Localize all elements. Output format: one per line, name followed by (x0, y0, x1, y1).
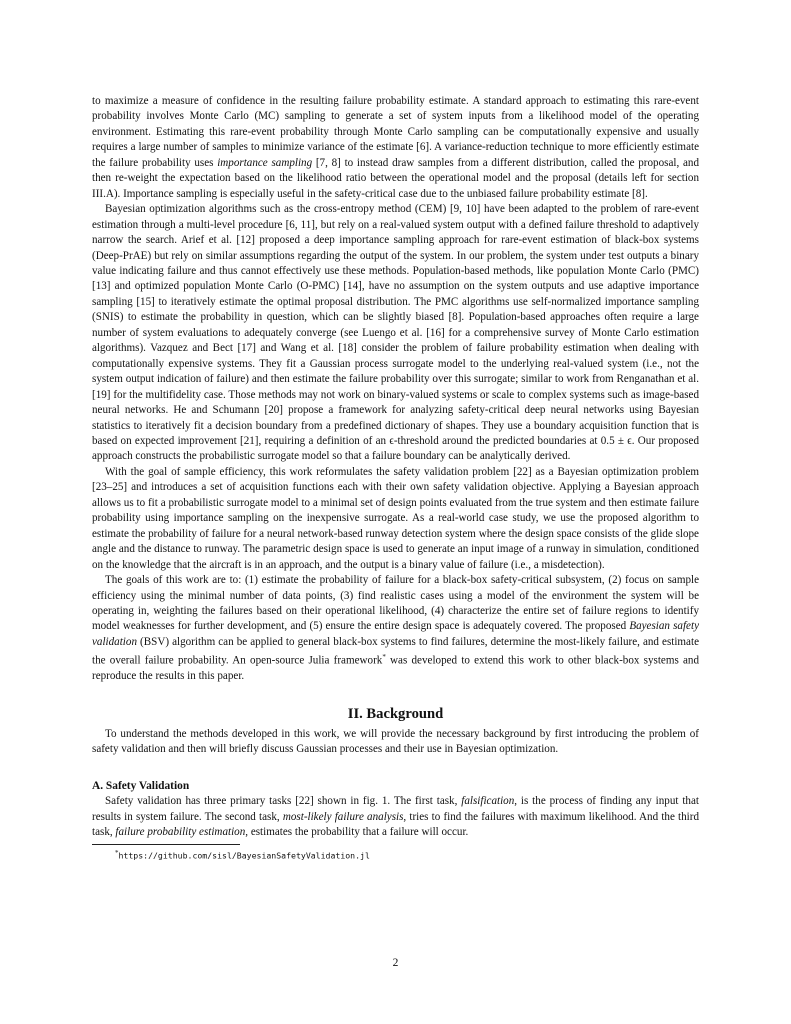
emphasis: failure probability estimation (115, 826, 246, 839)
paragraph-4 (92, 573, 699, 685)
text: , tries to find the failures with maximum likelihood. And the third task, (92, 810, 699, 839)
emphasis: importance sampling (217, 156, 313, 169)
footnote-marker: * (115, 848, 119, 857)
text: The goals of this work are to: (1) estimate the probability of failure for a black-box safety-critical subsystem, (2) focus on sample efficiency using the minimal number of data points, (3) find realistic cases using a model of the environment the system will be operating in, weighting the failures based on their operational likelihood, (4) characterize the entire set of failure regions to identify model weaknesses for further development, and (5) ensure the entire design space is adequately covered. The proposed (92, 574, 699, 633)
text: Safety validation has three primary tasks [22] shown in fig. 1. The first task, (105, 795, 462, 808)
footnote-divider (92, 844, 240, 845)
text: , estimates the probability that a failure will occur. (245, 826, 469, 839)
footnote-marker: * (382, 653, 386, 662)
text: was developed to extend this work to other black-box systems and reproduce the results in this paper. (92, 655, 699, 683)
subsection-title: A. Safety Validation (92, 779, 190, 792)
text: , is the process of finding any input that results in system failure. The second task, (92, 795, 699, 823)
text: [7, 8] to instead draw samples from a different distribution, called the proposal, and then re-weight the expectation based on the likelihood ratio between the operational model and the proposal (details left for section III.A). Importance sampling is especially useful in the safety-critical case due to the unbiased failure probability estimate [8]. (92, 156, 699, 200)
emphasis: Bayesian safety validation (92, 620, 699, 648)
emphasis: most-likely failure analysis (282, 810, 404, 823)
paragraph-1 (92, 94, 699, 202)
text: to maximize a measure of confidence in the resulting failure probability estimate. A standard approach to estimating this rare-event probability involves Monte Carlo (MC) sampling to generate a set of system inputs from a likelihood model of the operating environment. Estimating this rare-event probability through Monte Carlo sampling can be computationally expensive and usually requires a large number of samples to minimize variance of the estimate [6]. A variance-reduction technique to more efficiently estimate the failure probability uses (92, 95, 699, 169)
page-number: 2 (392, 957, 399, 969)
section-title: II. Background (347, 705, 444, 722)
paragraph-3: With the goal of sample efficiency, this work reformulates the safety validation problem [22] as a Bayesian optimization problem [23–25] and introduces a set of acquisition functions each with their own safety validation objective. Applying a Bayesian approach allows us to fit a probabilistic surrogate model to a minimal set of design points evaluated from the true system and then estimate failure probability using importance sampling on the inexpensive surrogate. As a real-world case study, we use the proposed algorithm to estimate the probability of failure for a neural network-based runway detection system where the design space consists of the glide slope angle and the distance to runway. The parametric design space is used to generate an input image of a runway in simulation, conditioned on the knowledge that the aircraft is in an approach, and the output is a binary value of failure (i.e., a misdetection). (92, 465, 699, 571)
section-intro: To understand the methods developed in this work, we will provide the necessary background by first introducing the problem of safety validation and then will briefly discuss Gaussian processes and their use in Bayesian optimization. (92, 727, 699, 756)
paragraph-2: Bayesian optimization algorithms such as the cross-entropy method (CEM) [9, 10] have been adapted to the problem of rare-event estimation through a multi-level procedure [6, 11], but rely on a real-valued system output with a defined failure threshold to adaptively narrow the search. Arief et al. [12] proposed a deep importance sampling approach for rare-event estimation of black-box systems (Deep-PrAE) but rely on similar assumptions regarding the output of the system. In our problem, the system under test outputs a binary value indicating failure and thus cannot effectively use these methods. Population-based methods, like population Monte Carlo (PMC) [13] and optimized population Monte Carlo (O-PMC) [14], have no assumption on the system outputs and use adaptive importance sampling [15] to iteratively estimate the optimal proposal distribution. The PMC algorithms use self-normalized importance sampling (SNIS) to estimate the probability in question, which can be slightly biased [8]. Population-based approaches often require a large number of system evaluations to adequately converge (see Luengo et al. [16] for a comprehensive survey of Monte Carlo estimation algorithms). Vazquez and Bect [17] and Wang et al. [18] consider the problem of failure probability estimation when dealing with computationally expensive systems. They fit a Gaussian process surrogate model to the underlying real-valued system (i.e., not the system output indication of failure) and then estimate the failure probability over this surrogate; similar to work from Renganathan et al. [19] for the multifidelity case. Those methods may not work on binary-valued systems or scale to complex systems such as image-based neural networks. He and Schumann [20] propose a framework for analyzing safety-critical deep neural networks using Bayesian statistics to iteratively fit a decision boundary from a predefined dictionary of shapes. They use a boundary acquisition function that is based on expected improvement [21], requiring a definition of an ϵ-threshold around the predicted boundaries at 0.5 ± ϵ. Our proposed approach constructs the probabilistic surrogate model so that a failure boundary can be analytically derived. (92, 203, 699, 463)
footnote-url: https://github.com/sisl/BayesianSafetyValidation.jl (118, 850, 370, 861)
emphasis: falsification (461, 795, 515, 808)
subsection-paragraph (92, 794, 699, 840)
footnote (92, 847, 699, 862)
page-body (92, 94, 699, 861)
text: (BSV) algorithm can be applied to general black-box systems to find failures, determine the most-likely failure, and estimate the overall failure probability. An open-source Julia framework (92, 635, 699, 667)
